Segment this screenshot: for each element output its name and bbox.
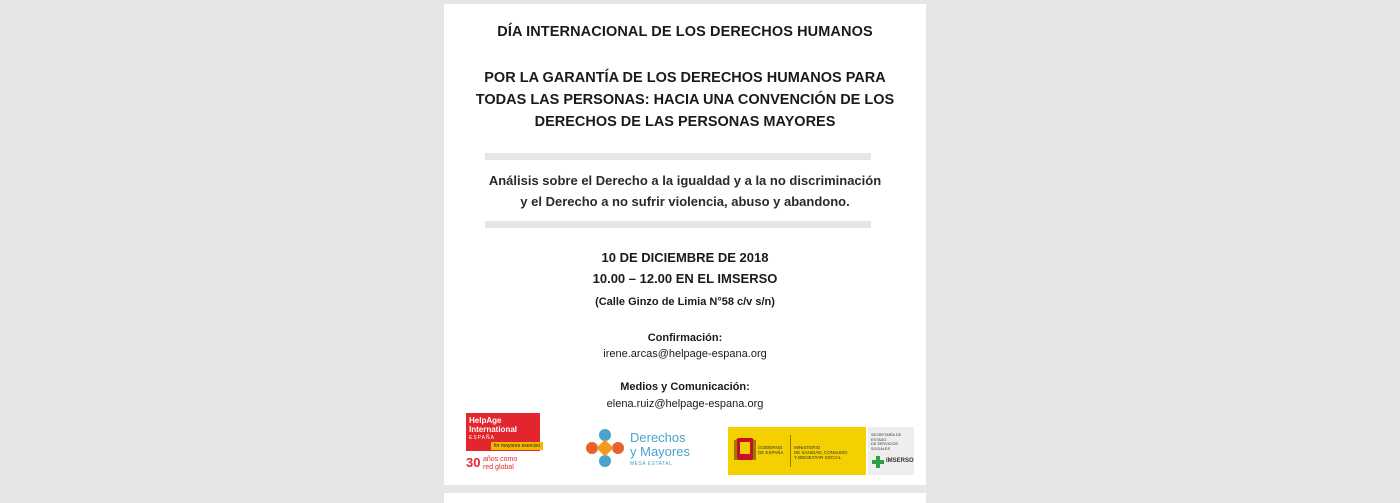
event-address: (Calle Ginzo de Limia N°58 c/v s/n) — [595, 296, 775, 308]
next-card-edge — [444, 493, 926, 503]
imserso-band — [868, 427, 914, 475]
derechos-mayores-logo — [584, 427, 704, 472]
derechos-mayores-emblem-icon — [584, 427, 626, 469]
helpage-logo-text: International — [469, 425, 518, 434]
event-title — [444, 67, 926, 133]
event-flyer-card — [444, 4, 926, 485]
divider-top — [485, 153, 871, 160]
coat-of-arms-icon — [734, 436, 756, 464]
helpage-anniversary-text — [483, 456, 543, 472]
imserso-icon — [872, 456, 884, 468]
event-time-place: 10.00 – 12.00 EN EL IMSERSO — [592, 271, 778, 286]
secretaria-text-line: DE SERVICIOS SOCIALES — [871, 442, 898, 451]
event-date: 10 DE DICIEMBRE DE 2018 — [601, 250, 769, 265]
ministerio-text — [794, 445, 864, 460]
event-subtitle-line: y el Derecho a no sufrir violencia, abuso y abandono. — [520, 194, 850, 209]
confirmation-email-link[interactable]: irene.arcas@helpage-espana.org — [603, 348, 767, 360]
gobierno-espana-logo — [728, 427, 914, 475]
derechos-mayores-subtext: MESA ESTATAL — [630, 461, 673, 467]
gobierno-text — [758, 445, 788, 455]
derechos-mayores-text: y Mayores — [630, 444, 690, 459]
gobierno-yellow-band — [728, 427, 866, 475]
ministerio-text-line: Y BIENESTAR SOCIAL — [794, 455, 842, 460]
event-subtitle — [444, 170, 926, 212]
confirmation-label: Confirmación: — [647, 332, 723, 344]
derechos-mayores-text: Derechos — [630, 430, 686, 445]
helpage-anniversary-line: red global — [483, 464, 514, 471]
gobierno-text-line: DE ESPAÑA — [758, 450, 784, 455]
helpage-logo-text: HelpAge — [469, 416, 502, 425]
event-title-line: TODAS LAS PERSONAS: HACIA UNA CONVENCIÓN DE LOS — [475, 92, 895, 108]
secretaria-text-line: SECRETARÍA DE ESTADO — [871, 433, 902, 442]
event-heading: DÍA INTERNACIONAL DE LOS DERECHOS HUMANOS — [497, 24, 873, 40]
gobierno-separator — [790, 435, 791, 467]
secretaria-text — [871, 433, 913, 451]
imserso-mark — [871, 455, 913, 469]
ministerio-text-line: MINISTERIO — [794, 445, 821, 450]
media-label: Medios y Comunicación: — [620, 381, 750, 393]
media-email-link[interactable]: elena.ruiz@helpage-espana.org — [606, 398, 764, 410]
helpage-anniversary-line: años como — [483, 456, 518, 463]
ministerio-text-line: DE SANIDAD, CONSUMO — [794, 450, 848, 455]
event-title-line: POR LA GARANTÍA DE LOS DERECHOS HUMANOS PARA — [484, 70, 886, 86]
divider-bottom — [485, 221, 871, 228]
helpage-logo-country: ESPAÑA — [469, 435, 495, 441]
gobierno-text-line: GOBIERNO — [758, 445, 783, 450]
helpage-logo — [466, 413, 544, 473]
imserso-text: IMSERSO — [886, 458, 914, 464]
helpage-anniversary-number: 30 — [466, 455, 481, 470]
event-title-line: DERECHOS DE LAS PERSONAS MAYORES — [534, 114, 836, 130]
event-subtitle-line: Análisis sobre el Derecho a la igualdad y a la no discriminación — [488, 173, 882, 188]
helpage-tagline: for mayores exerciso — [491, 442, 543, 450]
